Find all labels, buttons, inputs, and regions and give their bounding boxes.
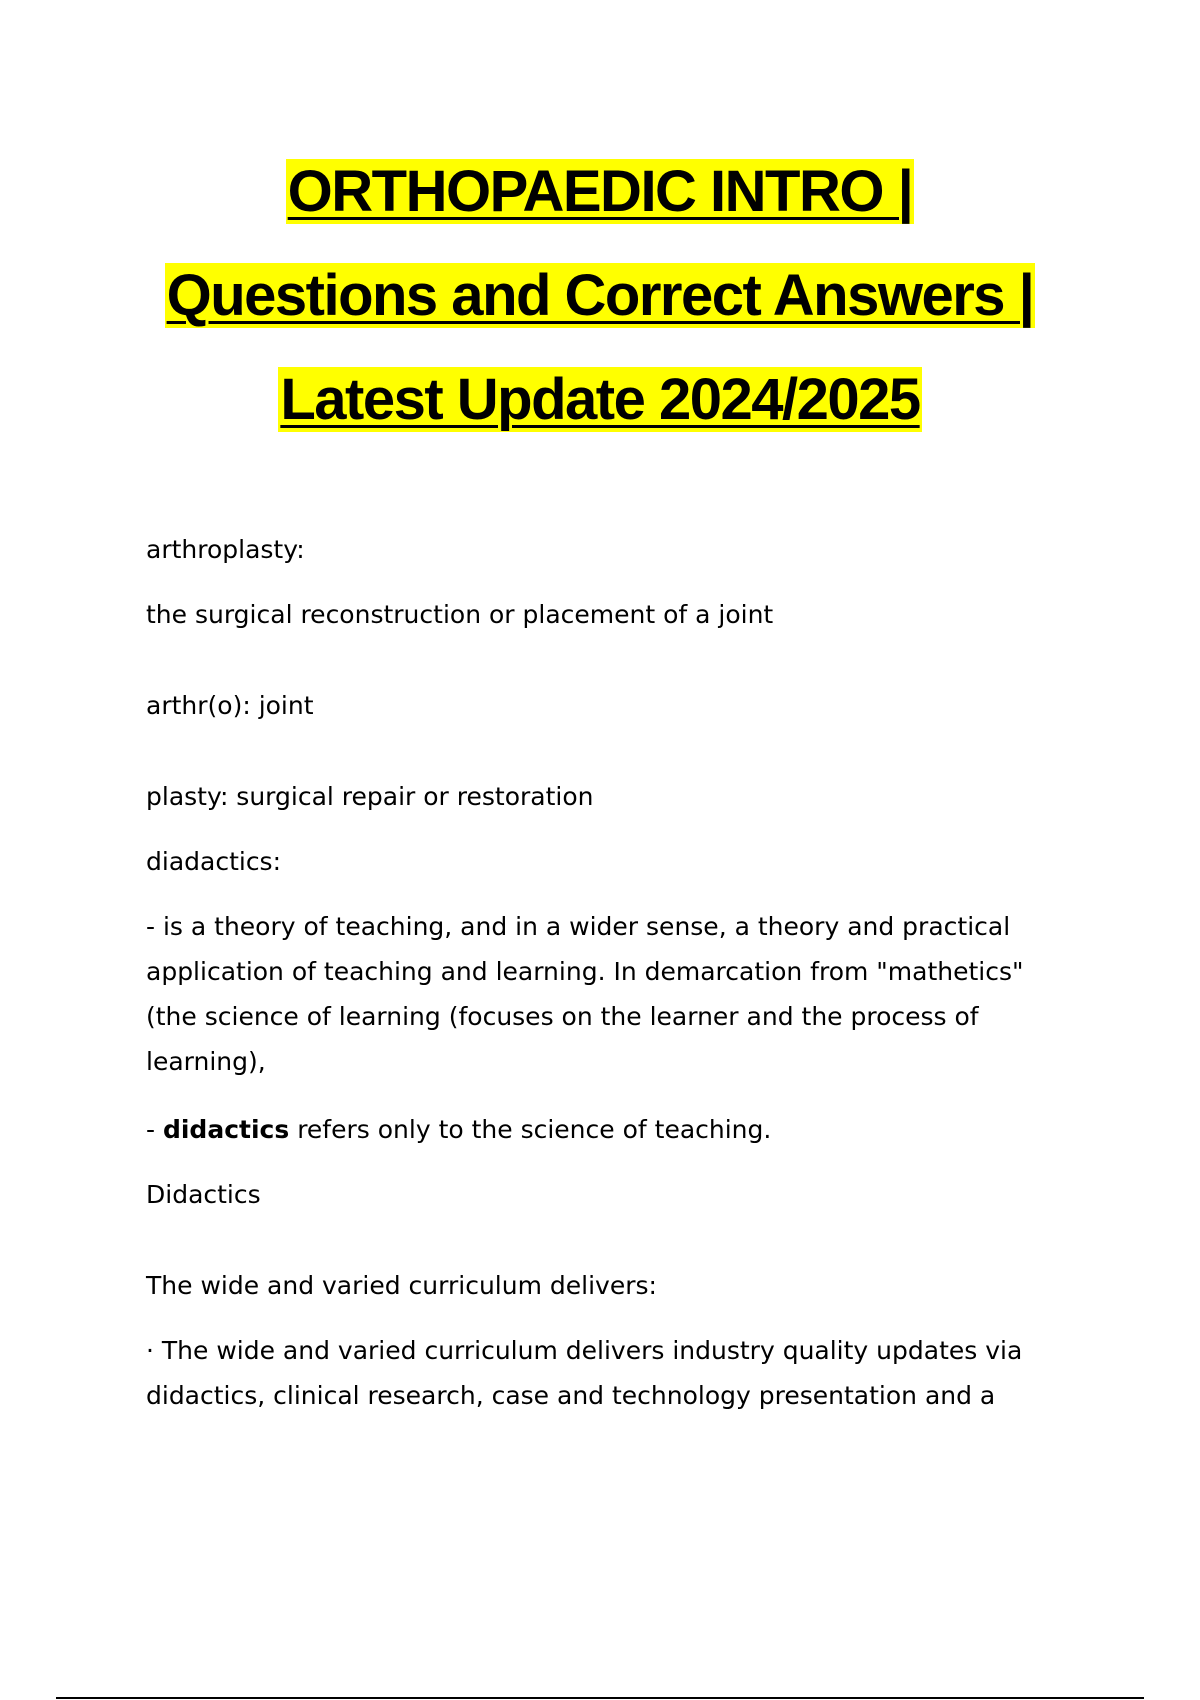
answer-curriculum: · The wide and varied curriculum delivers industry quality updates via didactics, clinical research, case and technology presentation and a	[146, 1336, 1023, 1410]
title-line-3: Latest Update 2024/2025	[280, 367, 920, 432]
answer-didactics-definition	[146, 1107, 1076, 1152]
term-arthro: arthr(o): joint	[146, 691, 314, 720]
didactics-rest: refers only to the science of teaching.	[289, 1115, 772, 1144]
term-plasty: plasty: surgical repair or restoration	[146, 782, 594, 811]
document-title	[0, 140, 1200, 452]
question-curriculum: The wide and varied curriculum delivers:	[146, 1271, 657, 1300]
title-line-2: Questions and Correct Answers |	[166, 263, 1034, 328]
answer-arthroplasty: the surgical reconstruction or placement of a joint	[146, 600, 774, 629]
answer-diadactics: - is a theory of teaching, and in a wider sense, a theory and practical application of teaching and learning. In demarcation from "mathetics" (the science of learning (focuses on the learner and the process of learning),	[146, 912, 1024, 1076]
dash-prefix: -	[146, 1115, 163, 1144]
question-didactics: Didactics	[146, 1180, 261, 1209]
title-line-1: ORTHOPAEDIC INTRO |	[287, 159, 913, 224]
footer-divider	[56, 1697, 1144, 1699]
question-diadactics: diadactics:	[146, 847, 282, 876]
didactics-bold-term: didactics	[162, 1115, 290, 1144]
question-arthroplasty: arthroplasty:	[146, 535, 305, 564]
